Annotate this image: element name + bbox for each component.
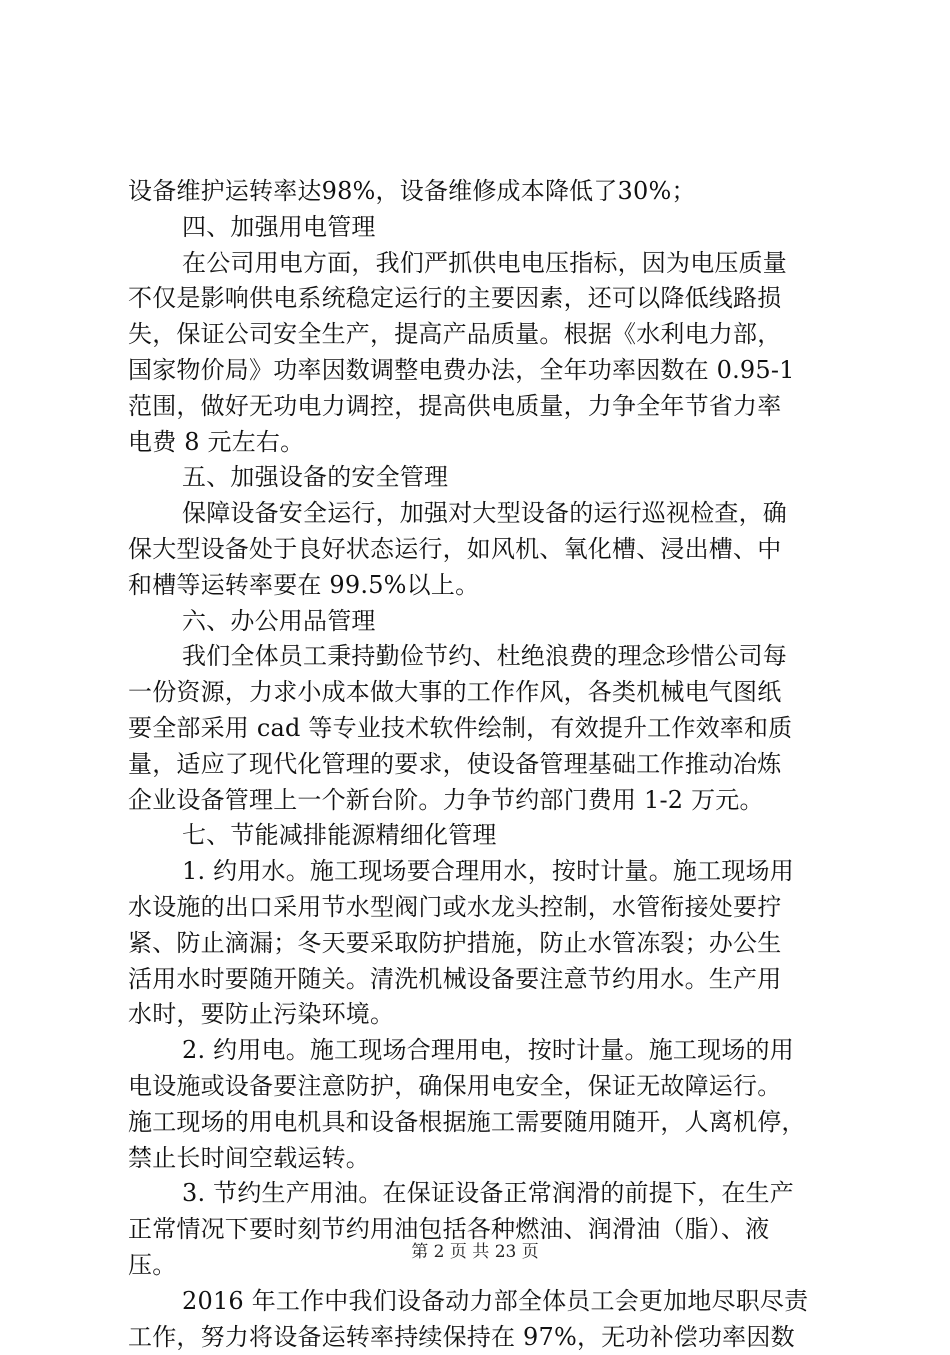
text-line: 量，适应了现代化管理的要求，使设备管理基础工作推动冶炼 — [128, 747, 830, 783]
text-line: 设备维护运转率达98%，设备维修成本降低了30%； — [128, 174, 830, 210]
text-line: 保障设备安全运行，加强对大型设备的运行巡视检查，确 — [128, 496, 830, 532]
text-line: 电费 8 元左右。 — [128, 425, 830, 461]
text-line: 禁止长时间空载运转。 — [128, 1141, 830, 1177]
text-line: 范围，做好无功电力调控，提高供电质量，力争全年节省力率 — [128, 389, 830, 425]
text-line: 一份资源，力求小成本做大事的工作作风，各类机械电气图纸 — [128, 675, 830, 711]
text-line: 电设施或设备要注意防护，确保用电安全，保证无故障运行。 — [128, 1069, 830, 1105]
text-line: 国家物价局》功率因数调整电费办法，全年功率因数在 0.95-1 — [128, 353, 830, 389]
text-line: 我们全体员工秉持勤俭节约、杜绝浪费的理念珍惜公司每 — [128, 639, 830, 675]
page-footer: 第 2 页 共 23 页 — [0, 1240, 950, 1264]
text-line: 在公司用电方面，我们严抓供电电压指标，因为电压质量 — [128, 246, 830, 282]
text-line: 紧、防止滴漏；冬天要采取防护措施，防止水管冻裂；办公生 — [128, 926, 830, 962]
text-line: 要全部采用 cad 等专业技术软件绘制，有效提升工作效率和质 — [128, 711, 830, 747]
text-line: 五、加强设备的安全管理 — [128, 460, 830, 496]
text-line: 失，保证公司安全生产，提高产品质量。根据《水利电力部， — [128, 317, 830, 353]
text-line: 2. 约用电。施工现场合理用电，按时计量。施工现场的用 — [128, 1033, 830, 1069]
text-line: 压。 — [128, 1248, 830, 1284]
text-line: 企业设备管理上一个新台阶。力争节约部门费用 1-2 万元。 — [128, 783, 830, 819]
text-line: 3. 节约生产用油。在保证设备正常润滑的前提下，在生产 — [128, 1176, 830, 1212]
text-line: 水时，要防止污染环境。 — [128, 997, 830, 1033]
text-line: 七、节能减排能源精细化管理 — [128, 818, 830, 854]
text-line: 六、办公用品管理 — [128, 604, 830, 640]
text-line: 活用水时要随开随关。清洗机械设备要注意节约用水。生产用 — [128, 962, 830, 998]
text-line: 正常情况下要时刻节约用油包括各种燃油、润滑油（脂）、液 — [128, 1212, 830, 1248]
text-line: 保大型设备处于良好状态运行，如风机、氧化槽、浸出槽、中 — [128, 532, 830, 568]
text-line: 水设施的出口采用节水型阀门或水龙头控制，水管衔接处要拧 — [128, 890, 830, 926]
text-line: 工作，努力将设备运转率持续保持在 97%，无功补偿功率因数 — [128, 1320, 830, 1355]
text-line: 不仅是影响供电系统稳定运行的主要因素，还可以降低线路损 — [128, 281, 830, 317]
text-line: 四、加强用电管理 — [128, 210, 830, 246]
text-line: 和槽等运转率要在 99.5%以上。 — [128, 568, 830, 604]
text-line: 施工现场的用电机具和设备根据施工需要随用随开，人离机停， — [128, 1105, 830, 1141]
document-body — [128, 174, 830, 1355]
text-line: 1. 约用水。施工现场要合理用水，按时计量。施工现场用 — [128, 854, 830, 890]
text-line: 2016 年工作中我们设备动力部全体员工会更加地尽职尽责 — [128, 1284, 830, 1320]
